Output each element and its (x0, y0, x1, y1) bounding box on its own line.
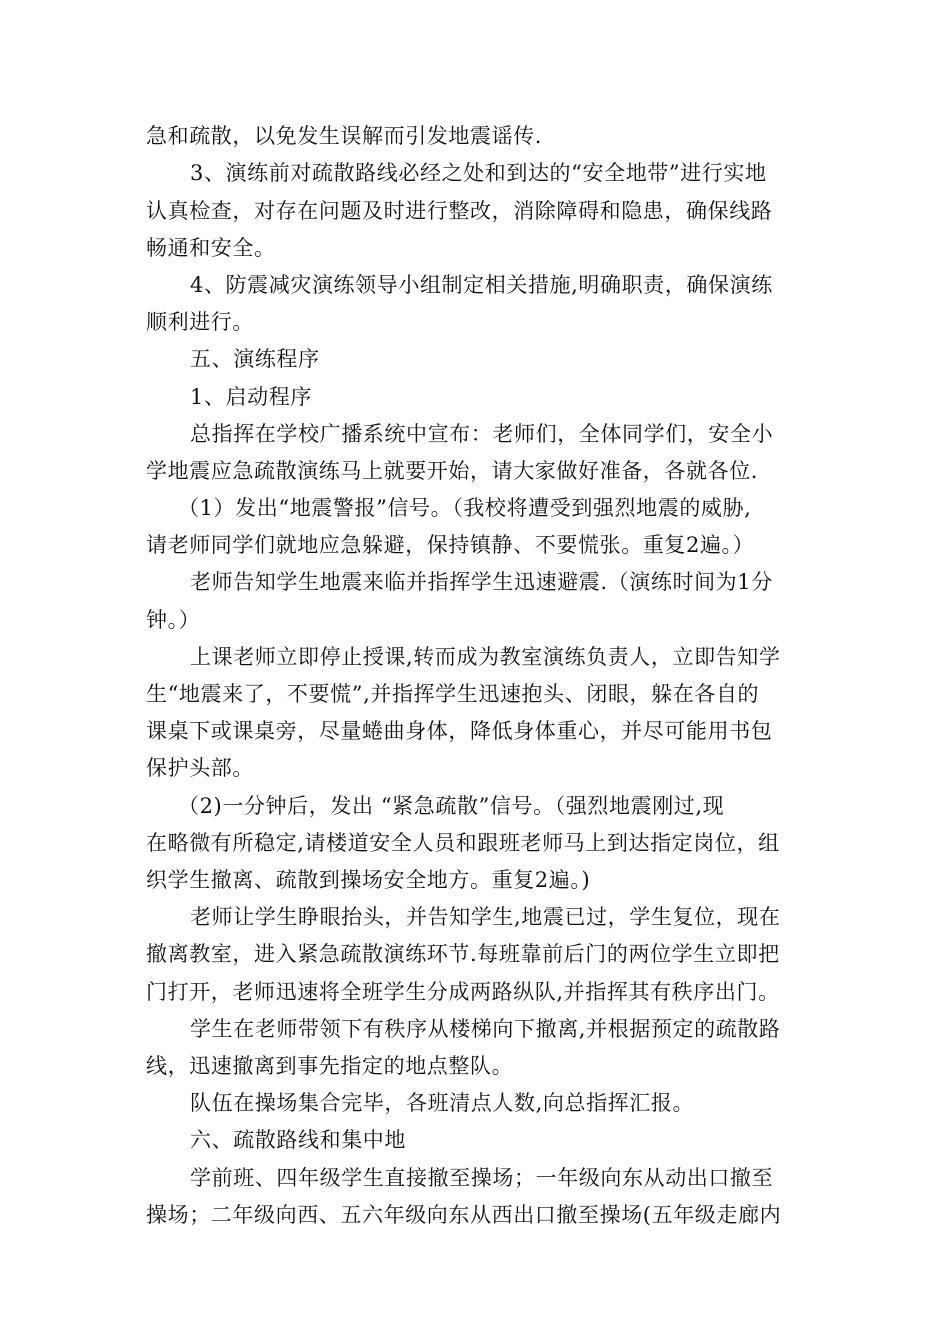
text-line: 上课老师立即停止授课,转而成为教室演练负责人，立即告知学 (190, 645, 781, 669)
text-line: 门打开，老师迅速将全班学生分成两路纵队,并指挥其有秩序出门。 (146, 980, 780, 1004)
text-line: 队伍在操场集合完毕，各班清点人数,向总指挥汇报。 (190, 1091, 695, 1115)
text-line: 顺利进行。 (146, 310, 254, 334)
text-line: 请老师同学们就地应急躲避，保持镇静、不要慌张。重复2遍。） (146, 533, 755, 557)
text-line: 织学生撤离、疏散到操场安全地方。重复2遍。) (146, 868, 591, 892)
text-line: 总指挥在学校广播系统中宣布：老师们，全体同学们，安全小 (190, 422, 774, 446)
text-line: 3、演练前对疏散路线必经之处和到达的“安全地带”进行实地 (190, 161, 767, 185)
text-line: 学生在老师带领下有秩序从楼梯向下撤离,并根据预定的疏散路 (190, 1017, 781, 1041)
text-line: 畅通和安全。 (146, 236, 276, 260)
subsection-heading: 1、启动程序 (190, 385, 312, 409)
text-line: （1）发出“地震警报”信号。（我校将遭受到强烈地震的威胁, (178, 496, 752, 520)
text-line: 认真检查，对存在问题及时进行整改，消除障碍和隐患，确保线路 (146, 199, 773, 223)
text-line: 钟。） (146, 608, 201, 632)
text-line: 生“地震来了，不要慌”,并指挥学生迅速抱头、闭眼，躲在各自的 (146, 682, 760, 706)
text-line: 急和疏散，以免发生误解而引发地震谣传. (146, 124, 543, 148)
text-line: 老师告知学生地震来临并指挥学生迅速避震.（演练时间为1分 (190, 570, 773, 594)
text-line: 学地震应急疏散演练马上就要开始，请大家做好准备，各就各位. (146, 459, 759, 483)
text-line: 在略微有所稳定,请楼道安全人员和跟班老师马上到达指定岗位，组 (146, 831, 780, 855)
text-line: 操场；二年级向西、五六年级向东从西出口撤至操场(五年级走廊内 (146, 1203, 782, 1227)
text-line: （2)一分钟后，发出 “紧急疏散”信号。（强烈地震刚过,现 (178, 794, 725, 818)
text-line: 老师让学生睁眼抬头，并告知学生,地震已过，学生复位，现在 (190, 905, 781, 929)
text-line: 撤离教室，进入紧急疏散演练环节.每班靠前后门的两位学生立即把 (146, 942, 780, 966)
text-line: 学前班、四年级学生直接撤至操场；一年级向东从动出口撤至 (190, 1166, 774, 1190)
text-line: 线，迅速撤离到事先指定的地点整队。 (146, 1054, 514, 1078)
text-line: 保护头部。 (146, 756, 254, 780)
text-line: 4、防震减灾演练领导小组制定相关措施,明确职责，确保演练 (190, 273, 773, 297)
text-line: 课桌下或课桌旁，尽量蜷曲身体，降低身体重心，并尽可能用书包 (146, 719, 773, 743)
section-heading: 六、疏散路线和集中地 (190, 1128, 406, 1152)
section-heading: 五、演练程序 (190, 347, 320, 371)
